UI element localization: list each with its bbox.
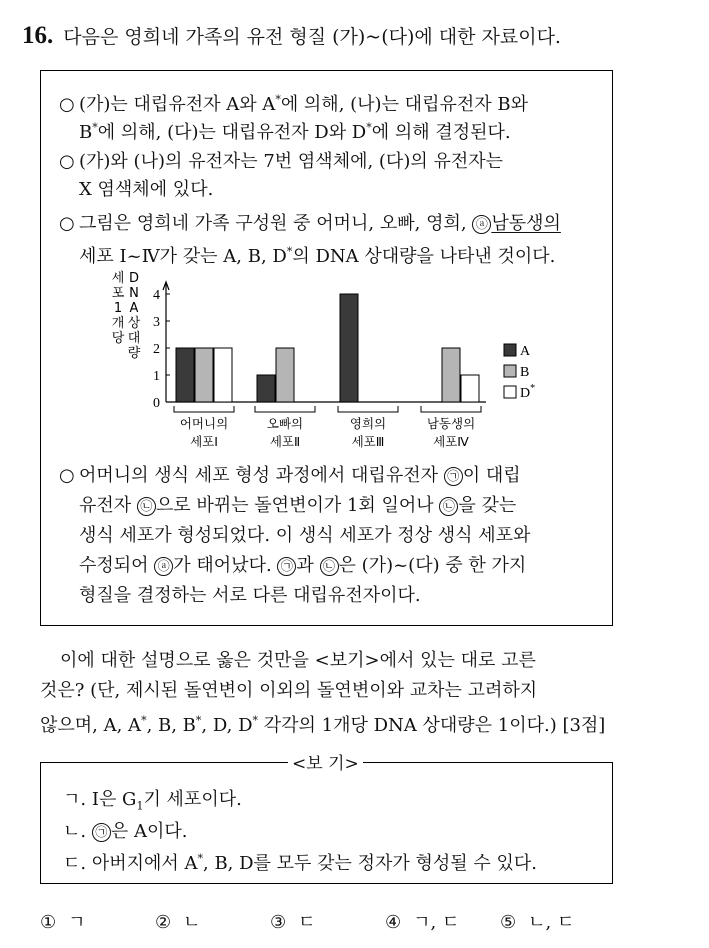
y-tick-label: 1 [153,369,160,384]
y-axis-label-char: N [129,286,139,301]
prompt-line-1: 이에 대한 설명으로 옳은 것만을 <보기>에서 있는 대로 고른 [60,650,536,671]
bar-B-4 [442,348,460,402]
y-axis-label-char: 량 [127,346,141,361]
bogi-box [40,754,613,884]
category-label: 세포Ⅱ [269,434,301,449]
info-bullet-4-line-3: 생식 세포가 형성되었다. 이 생식 세포가 정상 생식 세포와 [79,525,531,546]
choice-4[interactable]: ④ ㄱ, ㄷ [385,912,460,933]
category-label: 세포Ⅰ [190,434,218,449]
bogi-title: <보 기> [288,749,363,774]
bar-D-1 [214,348,232,402]
info-bullet-2-line-2: X 염색체에 있다. [79,179,214,200]
mark-a: ⓐ [472,215,491,234]
question-header [22,22,561,50]
choice-2[interactable]: ② ㄴ [155,912,201,933]
legend-swatch-A [504,344,516,356]
info-bullet-4-line-1: ○ 어머니의 생식 세포 형성 과정에서 대립유전자 ㉠ 이 대립 [59,465,521,486]
prompt-line-2: 것은? (단, 제시된 돌연변이 이외의 돌연변이와 교차는 고려하지 [40,680,538,701]
category-label: 세포Ⅲ [351,434,385,449]
question-number: 16. [22,22,54,49]
choice-5[interactable]: ⑤ ㄴ, ㄷ [500,912,575,933]
legend-label-B: B [520,365,530,380]
legend-label-D: D* [520,383,536,401]
bar-A-1 [176,348,194,402]
y-tick-label: 4 [153,288,160,303]
category-label: 세포Ⅳ [433,434,469,449]
dna-bar-chart [66,202,566,464]
info-bullet-3-line-2: 세포 Ⅰ~Ⅳ가 갖는 A, B, D*의 DNA 상대량을 나타낸 것이다. [79,245,556,267]
y-axis-label-char: 상 [127,316,141,331]
underlined-term: ⓐ 남동생의 [472,213,561,234]
y-tick-label: 0 [153,396,160,411]
category-label: 어머니의 [179,416,229,431]
category-bracket [338,406,398,412]
choice-3[interactable]: ③ ㄷ [270,912,316,933]
info-bullet-2-line-1: ○ (가)와 (나)의 유전자는 7번 염색체에, (다)의 유전자는 [59,151,504,172]
bar-B-2 [276,348,294,402]
question-title: 다음은 영희네 가족의 유전 형질 (가)~(다)에 대한 자료이다. [63,26,561,48]
y-axis-label-char: 세 [111,271,125,286]
category-label: 영희의 [349,416,387,431]
y-axis-label-char: 대 [127,331,141,346]
legend-label-A: A [520,344,531,359]
prompt-line-3: 않으며, A, A*, B, B*, D, D* 각각의 1개당 DNA 상대량은 1이다.) [3점] [40,714,606,736]
category-bracket [255,406,315,412]
y-tick-label: 2 [153,342,160,357]
bogi-item-1: ㄱ. Ⅰ은 $G_1$기 세포이다. [63,789,242,813]
info-bullet-1-line-2: B*에 의해, (다)는 대립유전자 D와 D*에 의해 결정된다. [79,121,511,143]
y-axis-label-char: 당 [111,331,125,346]
y-axis-label-char: D [128,271,140,286]
y-axis-label-char: A [129,301,139,316]
choice-1[interactable]: ① ㄱ [40,912,86,933]
info-bullet-4-line-5: 형질을 결정하는 서로 다른 대립유전자이다. [79,585,421,606]
bogi-item-2: ㄴ. ㉠ 은 A이다. [63,821,188,842]
bar-B-1 [195,348,213,402]
y-axis-label-char: 1 [113,301,123,316]
info-bullet-4-line-4: 수정되어 ⓐ 가 태어났다. ㉠ 과 ㉡ 은 (가)~(다) 중 한 가지 [79,555,527,576]
bar-A-3 [340,294,358,402]
category-label: 오빠의 [266,416,304,431]
mark-g: ㉠ [444,467,463,486]
bar-D-4 [461,375,479,402]
bogi-item-3: ㄷ. 아버지에서 A*, B, D를 모두 갖는 정자가 형성될 수 있다. [63,852,538,874]
category-label: 남동생의 [426,416,476,431]
y-axis-label-char: 개 [111,316,125,331]
info-bullet-4-line-2: 유전자 ㉡ 으로 바뀌는 돌연변이가 1회 일어나 ㉡ 을 갖는 [79,495,517,516]
y-axis-label-char: 포 [111,286,125,301]
category-bracket [421,406,481,412]
info-bullet-3-line-1: ○ 그림은 영희네 가족 구성원 중 어머니, 오빠, 영희, ⓐ 남동생의 [59,213,561,234]
category-bracket [174,406,234,412]
y-tick-label: 3 [153,315,160,330]
bar-A-2 [257,375,275,402]
legend-swatch-B [504,365,516,377]
info-bullet-1-line-1: ○ (가)는 대립유전자 A와 A*에 의해, (나)는 대립유전자 B와 [59,93,528,115]
legend-swatch-D [504,386,516,398]
